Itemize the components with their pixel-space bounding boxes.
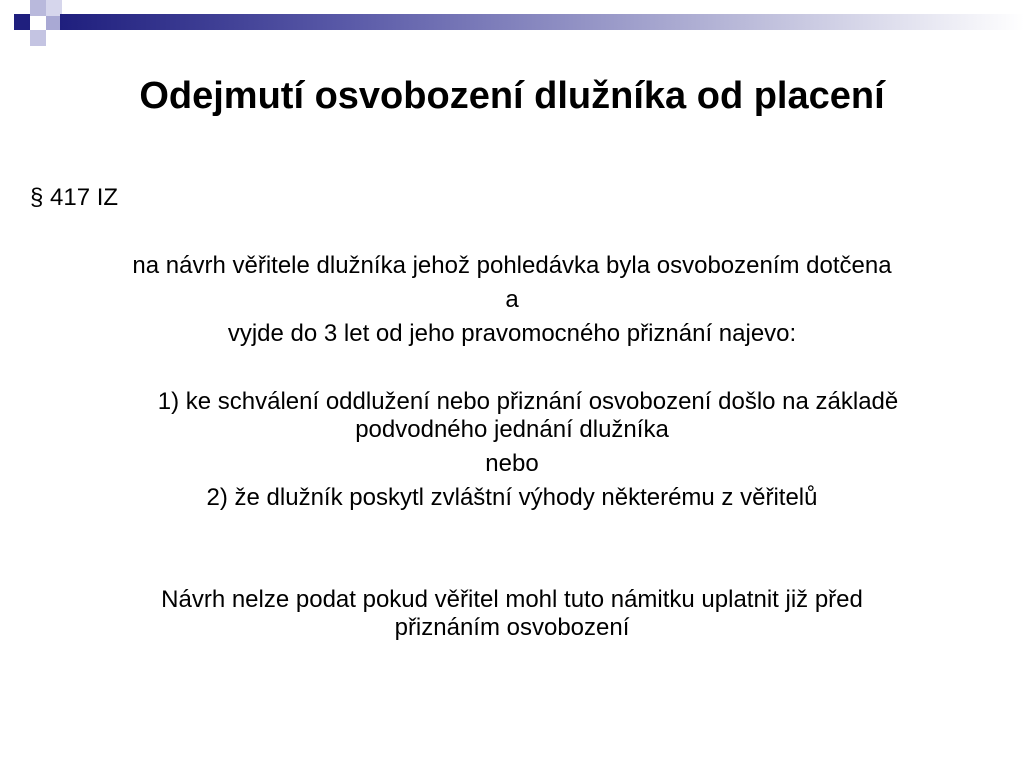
section-reference: § 417 IZ <box>30 184 119 211</box>
body-line-3: vyjde do 3 let od jeho pravomocného přiznání najevo: <box>227 320 797 347</box>
body-line-2: a <box>505 286 519 313</box>
deco-square-light <box>30 30 46 46</box>
slide-title: Odejmutí osvobození dlužníka od placení <box>139 75 885 117</box>
list-item-1-line-2: podvodného jednání dlužníka <box>355 416 669 443</box>
list-item-2: 2) že dlužník poskytl zvláštní výhody některému z věřitelů <box>206 484 818 511</box>
deco-square-light <box>30 0 46 16</box>
body-line-1: na návrh věřitele dlužníka jehož pohledávka byla osvobozením dotčena <box>132 252 892 279</box>
list-connector: nebo <box>485 450 539 477</box>
deco-square-dark <box>14 14 30 30</box>
list-item-1-line-1: 1) ke schválení oddlužení nebo přiznání osvobození došlo na základě <box>157 388 899 415</box>
header-gradient-bar <box>60 14 1024 30</box>
header-decoration <box>0 0 1024 64</box>
note-line-2: přiznáním osvobození <box>394 614 630 641</box>
note-line-1: Návrh nelze podat pokud věřitel mohl tuto námitku uplatnit již před <box>161 586 863 613</box>
